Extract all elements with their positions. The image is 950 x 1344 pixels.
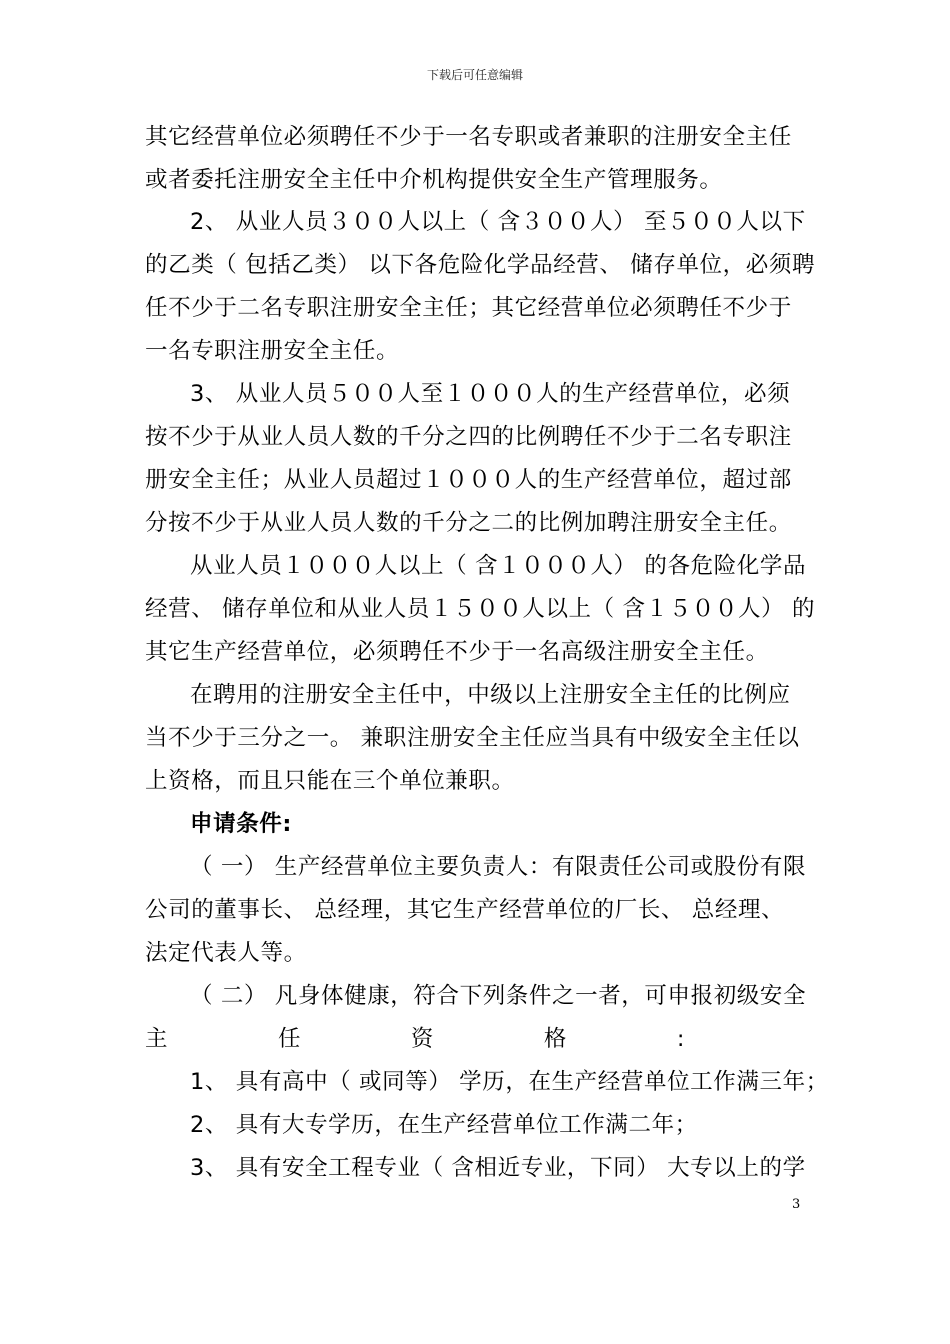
- text-line: 公司的董事长、 总经理，其它生产经营单位的厂长、 总经理、: [145, 897, 785, 923]
- text-line: 按不少于从业人员人数的千分之四的比例聘任不少于二名专职注: [145, 424, 792, 450]
- spread-char: 资: [410, 1026, 435, 1052]
- spread-char: 主: [145, 1026, 169, 1052]
- page-header: 下载后可任意编辑: [426, 68, 523, 82]
- spread-char: :: [676, 1026, 685, 1052]
- spread-char: 格: [543, 1026, 567, 1052]
- page-number: 3: [792, 1197, 801, 1212]
- text-line: 从业人员１０００人以上（ 含１０００人） 的各危险化学品: [190, 553, 807, 579]
- text-line: （ 二） 凡身体健康，符合下列条件之一者，可申报初级安全: [190, 983, 807, 1009]
- text-line: 法定代表人等。: [145, 940, 307, 966]
- text-line: 2、 具有大专学历，在生产经营单位工作满二年；: [190, 1112, 698, 1138]
- spread-char: 任: [277, 1026, 302, 1052]
- text-line: （ 一） 生产经营单位主要负责人：有限责任公司或股份有限: [190, 854, 807, 880]
- text-line: 册安全主任；从业人员超过１０００人的生产经营单位，超过部: [145, 467, 792, 493]
- text-line: 的乙类（ 包括乙类） 以下各危险化学品经营、 储存单位，必须聘: [145, 252, 816, 278]
- text-line: 其它经营单位必须聘任不少于一名专职或者兼职的注册安全主任: [145, 124, 792, 150]
- text-line: 1、 具有高中（ 或同等） 学历，在生产经营单位工作满三年；: [190, 1069, 829, 1095]
- spread-text-line: [145, 1024, 685, 1054]
- section-heading: 申请条件:: [190, 811, 292, 837]
- text-line: 一名专职注册安全主任。: [145, 338, 400, 364]
- text-line: 经营、 储存单位和从业人员１５００人以上（ 含１５００人） 的: [145, 596, 816, 622]
- text-line: 上资格，而且只能在三个单位兼职。: [145, 768, 515, 794]
- text-line: 在聘用的注册安全主任中，中级以上注册安全主任的比例应: [190, 682, 791, 708]
- text-line: 其它生产经营单位，必须聘任不少于一名高级注册安全主任。: [145, 639, 769, 665]
- text-line: 2、 从业人员３００人以上（ 含３００人） 至５００人以下: [190, 209, 806, 235]
- text-line: 或者委托注册安全主任中介机构提供安全生产管理服务。: [145, 167, 723, 193]
- text-line: 3、 具有安全工程专业（ 含相近专业，下同） 大专以上的学: [190, 1155, 806, 1181]
- text-line: 3、 从业人员５００人至１０００人的生产经营单位，必须: [190, 381, 791, 407]
- text-line: 分按不少于从业人员人数的千分之二的比例加聘注册安全主任。: [145, 510, 792, 536]
- text-line: 当不少于三分之一。 兼职注册安全主任应当具有中级安全主任以: [145, 725, 800, 751]
- text-line: 任不少于二名专职注册安全主任；其它经营单位必须聘任不少于: [145, 295, 792, 321]
